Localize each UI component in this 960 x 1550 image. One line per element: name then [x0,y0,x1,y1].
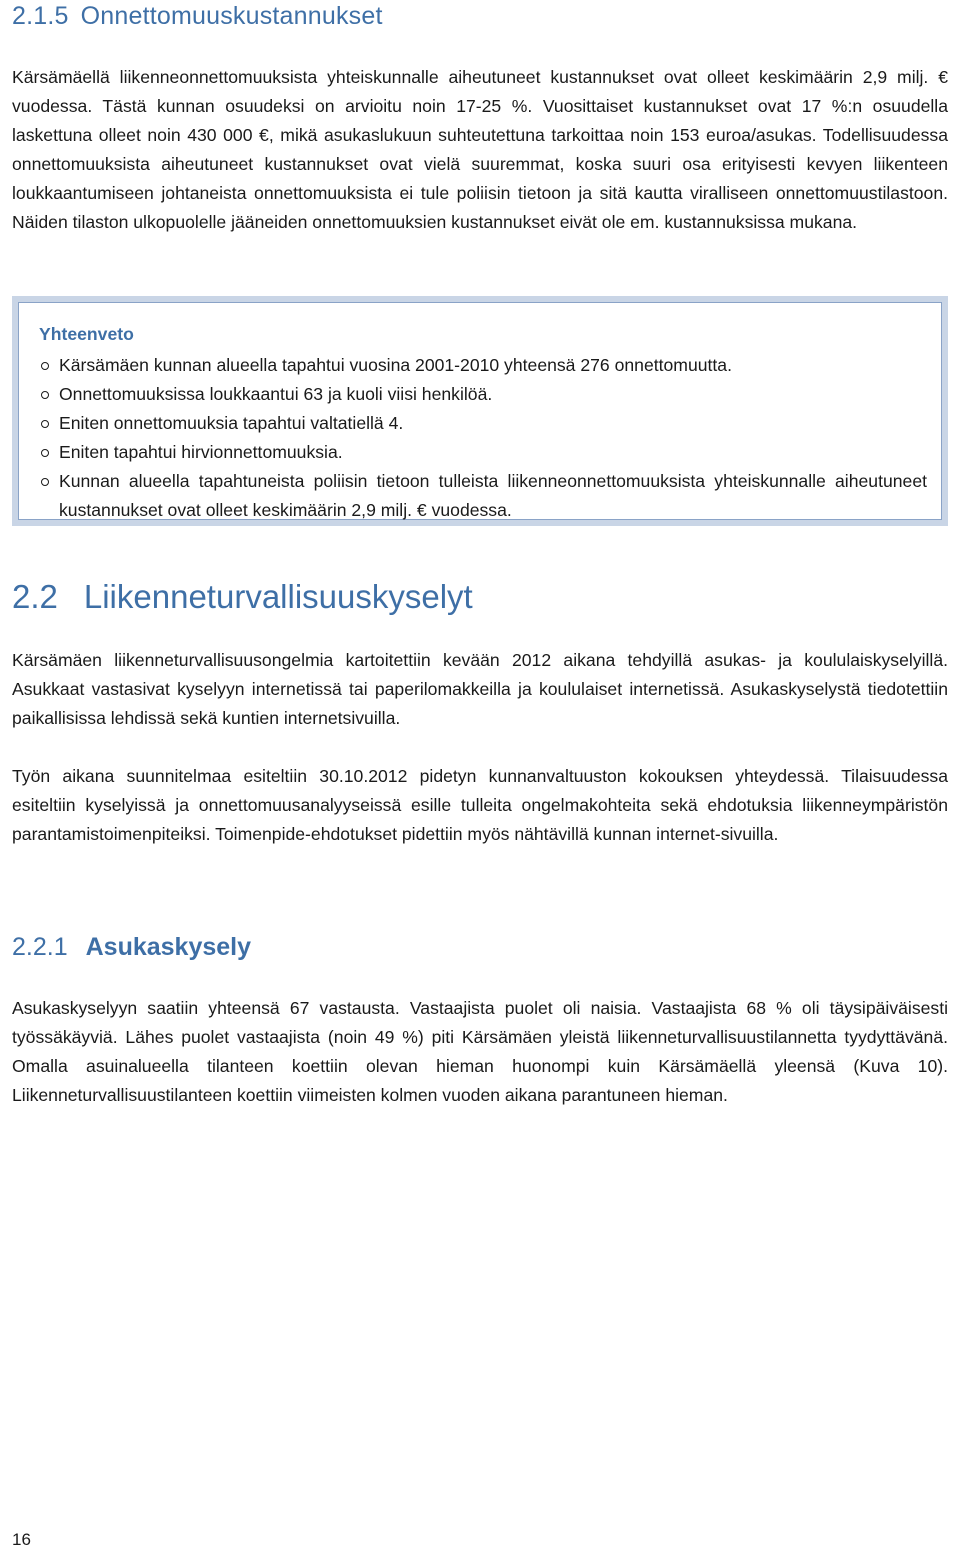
summary-item [39,438,927,467]
summary-item [39,351,927,380]
section-title: Asukaskysely [85,933,252,961]
bullet-icon [41,478,49,486]
summary-item-text: Eniten onnettomuuksia tapahtui valtatiellä 4. [59,413,404,433]
summary-item [39,380,927,409]
paragraph-surveys: Kärsämäen liikenneturvallisuusongelmia kartoitettiin kevään 2012 aikana tehdyillä asukas- ja koululaiskyselyillä. Asukkaat vastasivat kyselyyn internetissä tai paperilomakkeilla ja koululaiset internetissä. Asukaskyselystä tiedotettiin paikallisissa lehdissä sekä kuntien internetsivuilla. [12,650,948,728]
summary-item [39,467,927,525]
summary-item-text: Kunnan alueella tapahtuneista poliisin tietoon tulleista liikenneonnettomuuksista yhteiskunnalle aiheutuneet kustannukset ovat olleet keskimäärin 2,9 milj. € vuodessa. [59,471,927,520]
section-title: Liikenneturvallisuuskyselyt [83,578,473,615]
page-number: 16 [12,1530,31,1549]
summary-item-text: Onnettomuuksissa loukkaantui 63 ja kuoli viisi henkilöä. [59,384,493,404]
section-heading-2-2-1 [12,933,251,962]
paragraph-presentation: Työn aikana suunnitelmaa esiteltiin 30.10.2012 pidetyn kunnanvaltuuston kokouksen yhteydessä. Tilaisuudessa esiteltiin kyselyissä ja onnettomuusanalyyseissä esille tulleita ongelmakohteita sekä ehdotuksia liikenneympäristön parantamistoimenpiteiksi. Toimenpide-ehdotukset pidettiin myös nähtävillä kunnan internet-sivuilla. [12,766,948,844]
bullet-icon [41,420,49,428]
section-number: 2.2.1 [12,933,68,961]
summary-title: Yhteenveto [39,324,134,344]
summary-box [12,296,948,526]
summary-list [39,351,927,525]
section-number: 2.2 [12,578,58,615]
bullet-icon [41,362,49,370]
paragraph-resident-survey: Asukaskyselyyn saatiin yhteensä 67 vastausta. Vastaajista puolet oli naisia. Vastaajista 68 % oli täysipäiväisesti työssäkäyviä. Lähes puolet vastaajista (noin 49 %) piti Kärsämäen yleistä liikenneturvallisuustilannetta tyydyttävänä. Omalla asuinalueella tilanteen koettiin olevan hieman huonompi kuin Kärsämäellä yleensä (Kuva 10). Liikenneturvallisuustilanteen koettiin viimeisten kolmen vuoden aikana parantuneen hieman. [12,998,948,1105]
summary-item [39,409,927,438]
section-heading-2-1-5 [12,2,383,31]
bullet-icon [41,449,49,457]
section-heading-2-2 [12,578,473,616]
bullet-icon [41,391,49,399]
section-number: 2.1.5 [12,2,69,30]
section-title: Onnettomuuskustannukset [80,2,383,30]
summary-item-text: Eniten tapahtui hirvionnettomuuksia. [59,442,343,462]
summary-inner [18,302,942,520]
summary-item-text: Kärsämäen kunnan alueella tapahtui vuosina 2001-2010 yhteensä 276 onnettomuutta. [59,355,732,375]
paragraph-costs: Kärsämäellä liikenneonnettomuuksista yhteiskunnalle aiheutuneet kustannukset ovat olleet keskimäärin 2,9 milj. € vuodessa. Tästä kunnan osuudeksi on arvioitu noin 17-25 %. Vuosittaiset kustannukset ovat 17 %:n osuudella laskettuna olleet noin 430 000 €, mikä asukaslukuun suhteutettuna tarkoittaa noin 153 euroa/asukas. Todellisuudessa onnettomuuksista aiheutuneet kustannukset ovat vielä suuremmat, koska suuri osa erityisesti kevyen liikenteen loukkaantumiseen johtaneista onnettomuuksista ei tule poliisin tietoon ja sitä kautta viralliseen onnettomuustilastoon. Näiden tilaston ulkopuolelle jääneiden onnettomuuksien kustannukset eivät ole em. kustannuksissa mukana. [12,67,948,232]
